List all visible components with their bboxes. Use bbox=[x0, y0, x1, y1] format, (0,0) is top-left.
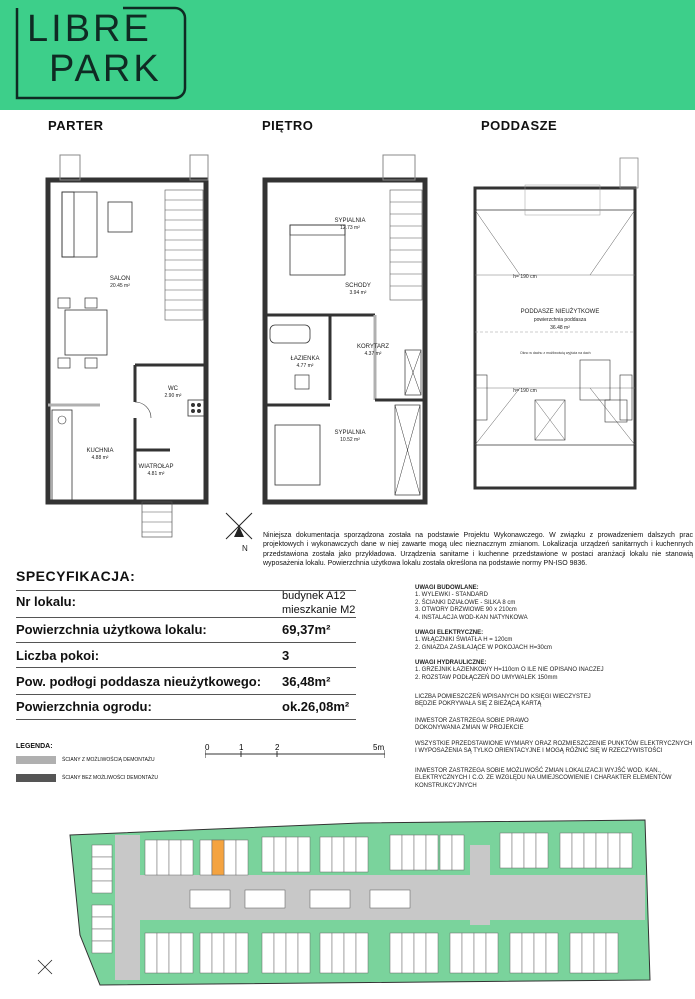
spec-divider bbox=[16, 642, 356, 643]
scale-tick-5m: 5m bbox=[373, 744, 385, 752]
notes-changes bbox=[415, 718, 529, 733]
room-area-korytarz: 4.37 m² bbox=[364, 351, 382, 357]
room-area-kuchnia: 4.88 m² bbox=[91, 455, 109, 461]
note-item: 4. INSTALACJA WOD-KAN NATYNKOWA bbox=[415, 614, 528, 621]
room-label-wiatrolap: WIATROŁAP bbox=[138, 464, 174, 470]
notes-elektryczne-title: UWAGI ELEKTRYCZNE: bbox=[415, 630, 484, 636]
spec-value-flat: mieszkanie M2 bbox=[282, 604, 356, 616]
note-item: 2. ROZSTAW PODŁĄCZEŃ DO UMYWALEK 150mm bbox=[415, 674, 558, 681]
poddasze-area: 36.48 m² bbox=[550, 325, 570, 331]
note-line: INWESTOR ZASTRZEGA SOBIE MOŻLIWOŚĆ ZMIAN LOKALIZACJI WYJŚĆ WOD. KAN., bbox=[415, 768, 661, 774]
spec-title: SPECYFIKACJA: bbox=[16, 568, 136, 584]
header-banner bbox=[0, 0, 695, 110]
note-item: 1. WŁĄCZNIKI ŚWIATŁA H = 120cm bbox=[415, 637, 513, 644]
poddasze-label: PODDASZE NIEUŻYTKOWE bbox=[520, 309, 600, 315]
spec-value-attic: 36,48m² bbox=[282, 674, 331, 689]
spec-label-attic: Pow. podłogi poddasza nieużytkowego: bbox=[16, 674, 262, 689]
note-item: 1. WYLEWKI - STANDARD bbox=[415, 592, 488, 599]
note-line: WSZYSTKIE PRZEDSTAWIONE WYMIARY ORAZ ROZMIESZCZENIE PUNKTÓW ELEKTRYCZNYCH bbox=[415, 741, 693, 747]
plan-title-parter: PARTER bbox=[48, 118, 104, 133]
plan-title-pietro: PIĘTRO bbox=[262, 118, 314, 133]
compass-icon bbox=[218, 505, 263, 555]
note-line: I WYPOSAŻENIA SĄ TYLKO ORIENTACYJNE I MOGĄ RÓŻNIĆ SIĘ W RZECZYWISTOŚCI bbox=[415, 748, 663, 755]
legend-swatch-removable bbox=[16, 756, 56, 764]
height-label-bottom: h= 190 cm bbox=[513, 388, 537, 394]
room-label-korytarz: KORYTARZ bbox=[356, 344, 390, 350]
room-area-salon: 20.45 m² bbox=[110, 283, 130, 289]
legend-title: LEGENDA: bbox=[16, 743, 53, 750]
note-line: ELEKTRYCZNYCH I C.O. ZE WZGLĘDU NA UMIEJSCOWIENIE I CHARAKTER ELEMENTÓW bbox=[415, 775, 672, 782]
room-label-salon: SALON bbox=[109, 276, 131, 282]
floor-plan-pietro bbox=[255, 150, 435, 530]
compass-north-label: N bbox=[242, 544, 248, 553]
room-label-schody: SCHODY bbox=[345, 283, 371, 289]
room-area-sypialnia-2: 10.52 m² bbox=[340, 437, 360, 443]
legend-label-fixed: ŚCIANY BEZ MOŻLIWOŚCI DEMONTAŻU bbox=[62, 775, 158, 781]
notes-elektryczne bbox=[415, 630, 552, 652]
site-plan bbox=[30, 815, 670, 995]
notes-installations bbox=[415, 768, 672, 790]
room-area-lazienka: 4.77 m² bbox=[296, 363, 314, 369]
notes-hydrauliczne-title: UWAGI HYDRAULICZNE: bbox=[415, 660, 487, 666]
spec-label-garden: Powierzchnia ogrodu: bbox=[16, 699, 152, 714]
note-item: 2. GNIAZDA ZASILAJĄCE W POKOJACH H=30cm bbox=[415, 644, 552, 651]
room-area-sypialnia-1: 12.73 m² bbox=[340, 225, 360, 231]
highlighted-unit bbox=[212, 840, 224, 875]
note-line: INWESTOR ZASTRZEGA SOBIE PRAWO bbox=[415, 718, 529, 724]
note-item: 3. OTWORY DRZWIOWE 90 x 210cm bbox=[415, 607, 517, 614]
libre-park-logo bbox=[15, 6, 187, 100]
spec-value-rooms: 3 bbox=[282, 648, 290, 663]
spec-label-rooms: Liczba pokoi: bbox=[16, 648, 100, 663]
note-line: BĘDZIE POKRYWAŁA SIĘ Z BIEŻĄCĄ KARTĄ bbox=[415, 701, 542, 708]
legend-label-removable: ŚCIANY Z MOŻLIWOŚCIĄ DEMONTAŻU bbox=[62, 757, 155, 763]
room-area-wc: 2.90 m² bbox=[164, 393, 182, 399]
plan-title-poddasze: PODDASZE bbox=[481, 118, 558, 133]
spec-value-usable-area: 69,37m² bbox=[282, 622, 331, 637]
notes-hydrauliczne bbox=[415, 660, 604, 682]
legend-swatch-fixed bbox=[16, 774, 56, 782]
notes-land-registry bbox=[415, 694, 591, 709]
note-line: LICZBA POMIESZCZEŃ WPISANYCH DO KSIĘGI WIECZYSTEJ bbox=[415, 694, 591, 700]
notes-budowlane-title: UWAGI BUDOWLANE: bbox=[415, 585, 479, 591]
spec-divider bbox=[16, 617, 356, 618]
floor-plan-parter bbox=[40, 150, 220, 545]
room-label-lazienka: ŁAZIENKA bbox=[290, 356, 320, 362]
height-label-top: h= 190 cm bbox=[513, 274, 537, 280]
notes-budowlane bbox=[415, 585, 528, 622]
scale-bar bbox=[205, 744, 385, 764]
notes-dimensions bbox=[415, 741, 692, 756]
note-item: 2. ŚCIANKI DZIAŁOWE - SILKA 8 cm bbox=[415, 599, 516, 606]
scale-tick-2: 2 bbox=[275, 744, 280, 752]
room-label-wc: WC bbox=[168, 386, 178, 392]
room-label-sypialnia-2: SYPIALNIA bbox=[334, 430, 366, 436]
poddasze-sublabel: powierzchnia poddasza bbox=[533, 317, 587, 323]
spec-divider bbox=[16, 719, 356, 720]
room-area-wiatrolap: 4.81 m² bbox=[147, 471, 165, 477]
spec-value-building: budynek A12 bbox=[282, 590, 346, 602]
scale-tick-0: 0 bbox=[205, 744, 210, 752]
note-item: 1. GRZEJNIK ŁAZIENKOWY H=110cm O ILE NIE OPISANO INACZEJ bbox=[415, 667, 604, 674]
spec-divider bbox=[16, 667, 356, 668]
logo-line-1: LIBRE bbox=[27, 8, 152, 50]
disclaimer-text: Niniejsza dokumentacja sporządzona została na podstawie Projektu Wykonawczego. W związku z prowadzeniem dalszych prac projektowych i wykonawczych dane w niej zawarte mogą ulec nieznacznym zmianom. Lokalizacja urządzeń sanitarnych i kuchennych przedstawiona została jako przykładowa. Urządzenia sanitarne i kuchenne przedstawione w postaci aranżacji lokalu nie stanowią wyposażenia lokalu. Powierzchnia użytkowa lokalu została określona na podstawie normy PN-ISO 9836. bbox=[263, 532, 693, 567]
scale-tick-1: 1 bbox=[239, 744, 244, 752]
note-line: DOKONYWANIA ZMIAN W PROJEKCIE bbox=[415, 725, 524, 732]
logo-line-2: PARK bbox=[49, 48, 162, 90]
room-label-sypialnia-1: SYPIALNIA bbox=[334, 218, 366, 224]
spec-label-nr-lokalu: Nr lokalu: bbox=[16, 594, 76, 609]
room-label-kuchnia: KUCHNIA bbox=[86, 448, 114, 454]
note-line: KONSTRUKCYJNYCH bbox=[415, 782, 477, 789]
spec-label-usable-area: Powierzchnia użytkowa lokalu: bbox=[16, 622, 207, 637]
floor-plan-poddasze bbox=[465, 150, 650, 500]
spec-divider bbox=[16, 694, 356, 695]
room-area-schody: 3.94 m² bbox=[349, 290, 367, 296]
roof-window-note: Okno w dachu z możliwością wyjścia na dach bbox=[520, 351, 591, 355]
spec-value-garden: ok.26,08m² bbox=[282, 699, 350, 714]
